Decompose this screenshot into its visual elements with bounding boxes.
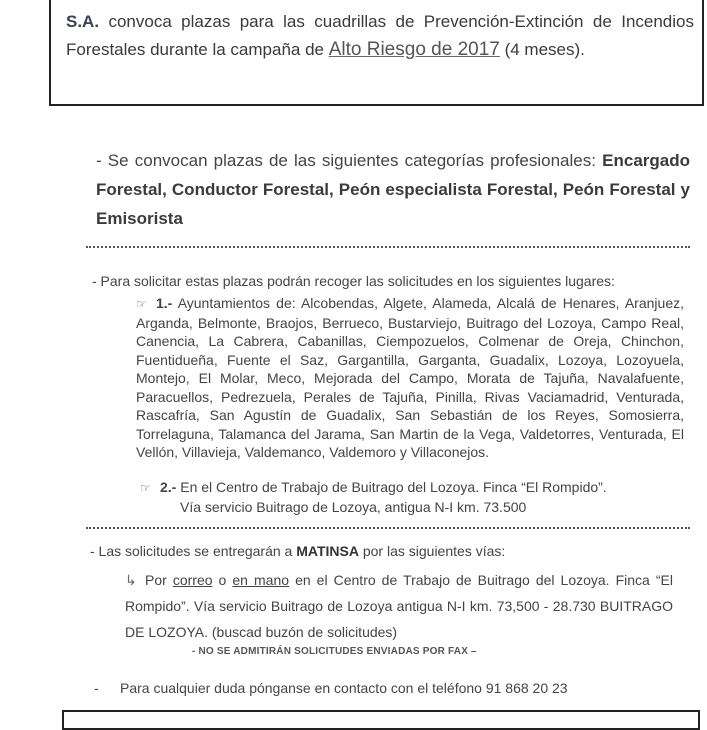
- no-fax-notice: - NO SE ADMITIRÁN SOLICITUDES ENVIADAS POR FAX –: [192, 646, 477, 657]
- intro-duration: (4 meses).: [499, 40, 585, 59]
- delivery-lead: [90, 542, 690, 561]
- bottom-box: [62, 710, 700, 730]
- place-2: [140, 478, 688, 516]
- categories-lead: - Se convocan plazas de las siguientes categorías profesionales:: [96, 151, 596, 170]
- campaign-highlight: Alto Riesgo de 2017: [328, 39, 500, 60]
- company-name: MATINSA: [296, 543, 359, 559]
- dotted-divider-1: [86, 246, 690, 248]
- hook-arrow-icon: ↳: [125, 572, 137, 588]
- via-hand: en mano: [232, 572, 290, 588]
- pointing-hand-icon: ☞: [136, 297, 147, 311]
- intro-paragraph: [66, 8, 694, 64]
- organization-name: S.A.: [66, 12, 100, 31]
- categories-list: Encargado Forestal, Conductor Forestal, Peón especialista Forestal, Peón Forestal y Emisorista: [96, 151, 690, 228]
- place-2-line-1: En el Centro de Trabajo de Buitrago del Lozoya. Finca “El Rompido”.: [180, 479, 607, 495]
- delivery-lead-end: por las siguientes vías:: [358, 543, 506, 559]
- place-2-number: 2.-: [160, 479, 177, 495]
- dotted-divider-2: [86, 527, 690, 529]
- categories-section: [96, 146, 690, 233]
- place-1-number: 1.-: [156, 295, 173, 311]
- place-2-line-2: Vía servicio Buitrago de Lozoya, antigua N-I km. 73.500: [180, 498, 527, 515]
- delivery-method: [125, 567, 673, 645]
- via-prefix: Por: [145, 572, 173, 588]
- pointing-hand-icon: ☞: [140, 481, 151, 495]
- contact-line: [94, 680, 694, 696]
- place-1-text: Ayuntamientos de: Alcobendas, Algete, Alameda, Alcalá de Henares, Aranjuez, Arganda, Belmonte, Braojos, Berrueco, Bustarviejo, Buitrago del Lozoya, Campo Real, Canencia, La Cabrera, Cabanillas, Ciempozuelos, Colmenar de Oreja, Chinchon, Fuentidueña, Fuente el Saz, Gargantilla, Garganta, Guadalix, Lozoya, Lozoyuela, Montejo, El Molar, Meco, Mejorada del Campo, Morata de Tajuña, Navalafuente, Paracuellos, Pedrezuela, Perales de Tajuña, Pinilla, Rivas Vaciamadrid, Venturada, Rascafría, San Agustín de Guadalix, San Sebastián de los Reyes, Somosierra, Torrelaguna, Talamanca del Jarama, San Martin de la Vega, Valdetorres, Venturada, El Vellón, Villavieja, Valdemanco, Valdemoro y Villaconejos.: [136, 295, 684, 460]
- contact-text: Para cualquier duda pónganse en contacto con el teléfono 91 868 20 23: [120, 680, 568, 696]
- via-details: en el Centro de Trabajo de Buitrago del Lozoya. Finca “El Rompido”. Vía servicio Buitrago de Lozoya antigua N-I km. 73,500 - 28.730 BUITRAGO DE LOZOYA. (buscad buzón de solicitudes): [125, 572, 673, 640]
- via-mail: correo: [172, 572, 213, 588]
- place-1: [136, 294, 684, 462]
- contact-dash: -: [94, 680, 99, 696]
- delivery-lead-text: - Las solicitudes se entregarán a: [90, 543, 297, 559]
- request-lead: - Para solicitar estas plazas podrán recoger las solicitudes en los siguientes lugares:: [92, 273, 615, 289]
- via-or: o: [212, 572, 233, 588]
- intro-text: convoca plazas para las cuadrillas de Prevención-Extinción de Incendios Forestales durante la campaña de: [66, 12, 694, 59]
